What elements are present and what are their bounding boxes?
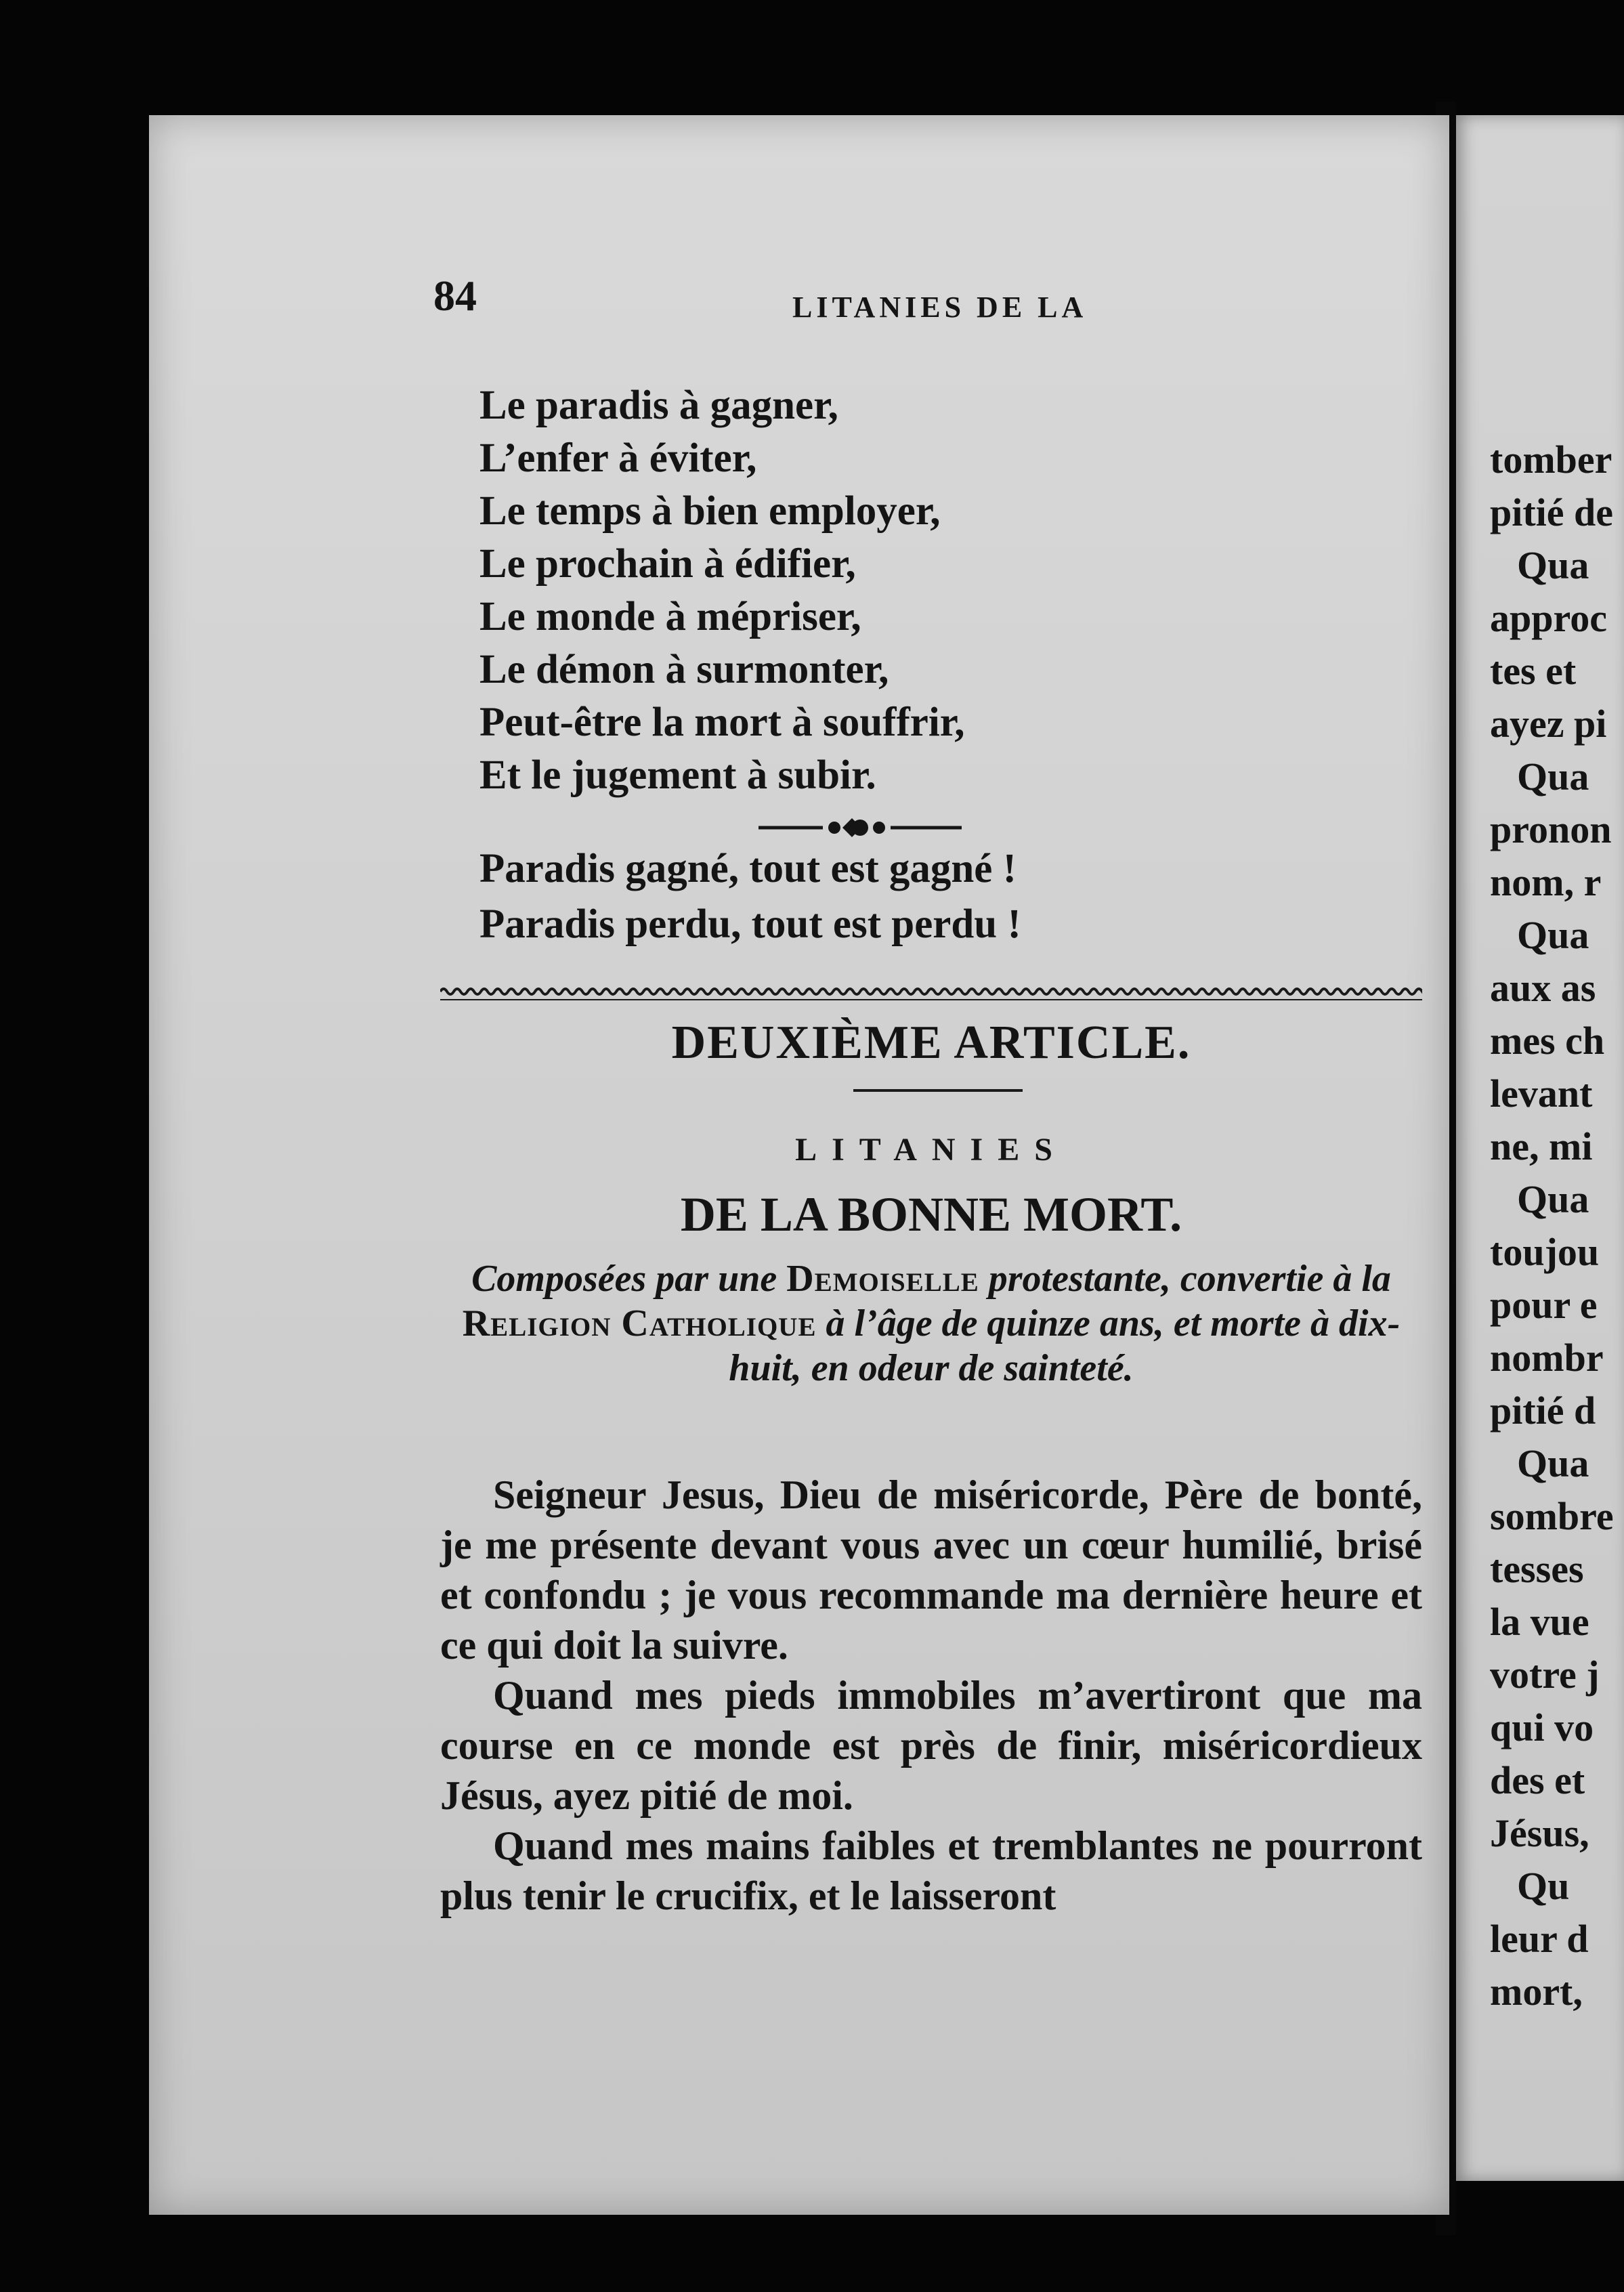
right-page-line: mort, bbox=[1490, 1970, 1583, 2014]
right-page-line: Qua bbox=[1517, 1441, 1589, 1485]
right-page-line: ayez pi bbox=[1490, 702, 1607, 746]
right-page-line: votre j bbox=[1490, 1653, 1600, 1697]
conclusion-line: Paradis perdu, tout est perdu ! bbox=[479, 901, 1021, 947]
right-page-line: Qua bbox=[1517, 1177, 1589, 1221]
litany-line: Le prochain à édifier, bbox=[479, 541, 856, 587]
article-title: DEUXIÈME ARTICLE. bbox=[671, 1017, 1191, 1069]
right-page-line: qui vo bbox=[1490, 1705, 1594, 1749]
wavy-rule bbox=[440, 983, 1422, 1004]
paragraph: Quand mes pieds immobiles m’avertiront que ma course en ce monde est près de finir, miséricordieux Jésus, ayez pitié de moi. bbox=[440, 1673, 1422, 1818]
paragraph: Quand mes mains faibles et tremblantes ne pourront plus tenir le crucifix, et le laisseront bbox=[440, 1823, 1422, 1918]
litany-line: Le paradis à gagner, bbox=[479, 383, 838, 428]
right-page-line: tomber bbox=[1490, 438, 1612, 482]
litany-line: Le démon à surmonter, bbox=[479, 647, 889, 692]
right-page-line: sombre bbox=[1490, 1494, 1614, 1538]
right-page-text bbox=[1490, 433, 1624, 2018]
right-page-line: approc bbox=[1490, 596, 1607, 640]
right-page-line: tes et bbox=[1490, 649, 1577, 693]
subtitle-text: Composées par une bbox=[471, 1258, 777, 1300]
right-page-line: Qu bbox=[1517, 1864, 1570, 1908]
right-page-line: aux as bbox=[1490, 966, 1596, 1010]
right-page-line: nom, r bbox=[1490, 860, 1602, 904]
right-page-line: leur d bbox=[1490, 1917, 1589, 1961]
right-page-line: nombr bbox=[1490, 1336, 1604, 1380]
litany-line: Et le jugement à subir. bbox=[479, 752, 876, 798]
paragraph: Seigneur Jesus, Dieu de miséricorde, Père de bonté, je me présente devant vous avec un cœur humilié, brisé et confondu ; je vous recommande ma dernière heure et ce qui doit la suivre. bbox=[440, 1472, 1422, 1668]
right-page-line: toujou bbox=[1490, 1230, 1600, 1274]
right-page-line: Jésus, bbox=[1490, 1811, 1589, 1855]
body-text bbox=[440, 1470, 1422, 1921]
section-title: LITANIES bbox=[795, 1132, 1067, 1168]
subtitle bbox=[433, 1256, 1429, 1391]
right-page-line: pour e bbox=[1490, 1283, 1598, 1327]
right-page-line: Qua bbox=[1517, 913, 1589, 957]
ornament-divider bbox=[758, 814, 962, 841]
conclusion bbox=[479, 841, 1360, 952]
litany-line: Le temps à bien employer, bbox=[479, 488, 941, 534]
litany-line: Le monde à mépriser, bbox=[479, 594, 861, 639]
title-underline bbox=[853, 1089, 1023, 1092]
page-header bbox=[433, 271, 1124, 325]
running-head: LITANIES DE LA bbox=[792, 291, 1088, 324]
right-page-line: Qua bbox=[1517, 543, 1589, 587]
conclusion-line: Paradis gagné, tout est gagné ! bbox=[479, 846, 1017, 891]
subtitle-text: protestante, convertie à la bbox=[988, 1258, 1391, 1300]
page-number: 84 bbox=[433, 272, 477, 320]
litany-verse bbox=[479, 379, 1360, 802]
litany-line: Peut-être la mort à souffrir, bbox=[479, 700, 965, 745]
right-page-line: ne, mi bbox=[1490, 1124, 1593, 1168]
subtitle-text: à l’âge de quinze ans, et morte à dix-huit, en odeur de sainteté. bbox=[729, 1302, 1401, 1389]
right-page-line: mes ch bbox=[1490, 1019, 1605, 1063]
right-page-line: des et bbox=[1490, 1758, 1585, 1802]
right-page-line: levant bbox=[1490, 1071, 1593, 1116]
litany-line: L’enfer à éviter, bbox=[479, 436, 757, 481]
right-page-line: tesses bbox=[1490, 1547, 1584, 1591]
right-page-line: pronon bbox=[1490, 807, 1612, 851]
right-page-line: Qua bbox=[1517, 755, 1589, 799]
right-page-line: pitié de bbox=[1490, 490, 1614, 534]
subtitle-smallcaps: Religion Catholique bbox=[462, 1302, 817, 1344]
right-page-line: la vue bbox=[1490, 1600, 1589, 1644]
subtitle-smallcaps: Demoiselle bbox=[786, 1258, 979, 1300]
main-title: DE LA BONNE MORT. bbox=[680, 1187, 1182, 1242]
right-page-line: pitié d bbox=[1490, 1388, 1596, 1432]
